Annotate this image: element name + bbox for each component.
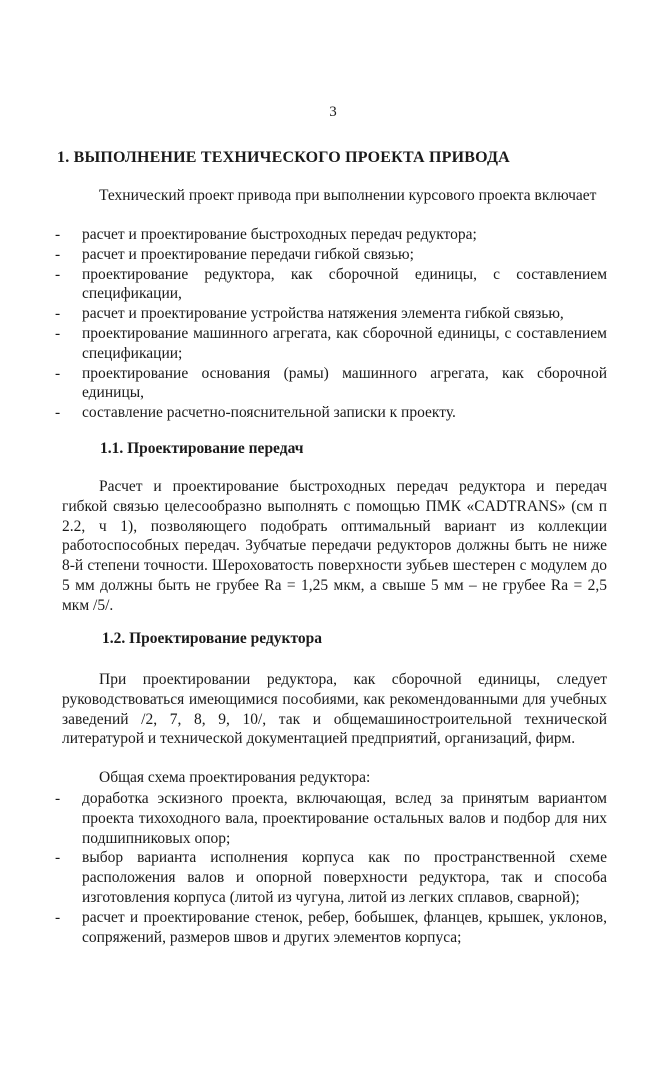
list-item: - проектирование основания (рамы) машинного агрегата, как сборочной единицы, [55,364,607,402]
page-number: 3 [329,104,337,120]
dash-marker: - [55,790,61,807]
list-item: - проектирование машинного агрегата, как сборочной единицы, с составлением спецификации; [55,324,607,362]
dash-marker: - [55,404,61,422]
dash-marker: - [55,908,61,926]
reducer-text: При проектировании редуктора, как сборочной единицы, следует руководствоваться имеющимися пособиями, как рекомендованными для учебных заведений /2, 7, 8, 9, 10/, так и общемашиностроительной технической литературой и технической документацией предприятий, организаций, фирм. [62,671,607,748]
dash-marker: - [55,849,61,867]
reducer-paragraph [62,670,607,749]
scheme-label: Общая схема проектирования редуктора: [99,769,371,786]
list-item: - доработка эскизного проекта, включающая, вслед за принятым вариантом проекта тихоходного вала, проектирование остальных валов и подбор для них подшипниковых опор; [55,790,607,847]
list-item: - расчет и проектирование стенок, ребер, бобышек, фланцев, крышек, уклонов, сопряжений, размеров швов и других элементов корпуса; [55,908,607,946]
dash-marker: - [55,245,61,263]
list-item: - расчет и проектирование быстроходных передач редуктора; [55,226,477,243]
scheme-list [55,789,607,947]
dash-marker: - [55,265,61,283]
dash-marker: - [55,324,61,342]
intro-text: Технический проект привода при выполнении курсового проекта включает [99,187,597,204]
dash-marker: - [55,364,61,382]
subsection-title-reducer: 1.2. Проектирование редуктора [102,630,322,647]
intro-paragraph [62,186,607,206]
intro-list [55,225,607,423]
list-item: - составление расчетно-пояснительной записки к проекту. [55,404,456,422]
list-item: - расчет и проектирование передачи гибкой связью; [55,245,414,263]
dash-marker: - [55,226,61,243]
transmissions-paragraph [62,477,607,616]
section-title: 1. ВЫПОЛНЕНИЕ ТЕХНИЧЕСКОГО ПРОЕКТА ПРИВОДА [57,149,510,166]
list-item: - проектирование редуктора, как сборочной единицы, с составлением спецификации, [55,265,607,303]
dash-marker: - [55,305,61,323]
transmissions-text: Расчет и проектирование быстроходных передач редуктора и передач гибкой связью целесообразно выполнять с помощью ПМК «CADTRANS» (см п 2.2, ч 1), позволяющего подобрать оптимальный вариант из коллекции работоспособных передач. Зубчатые передачи редукторов должны быть не ниже 8-й степени точности. Шероховатость поверхности зубьев шестерен с модулем до 5 мм должны быть не грубее Ra = 1,25 мкм, а свыше 5 мм – не грубее Ra = 2,5 мкм /5/. [62,478,607,614]
list-item: - расчет и проектирование устройства натяжения элемента гибкой связью, [55,305,564,323]
list-item: - выбор варианта исполнения корпуса как по пространственной схеме расположения валов и опорной поверхности редуктора, так и способа изготовления корпуса (литой из чугуна, литой из легких сплавов, сварной); [55,849,607,906]
subsection-title-transmissions: 1.1. Проектирование передач [100,440,304,457]
